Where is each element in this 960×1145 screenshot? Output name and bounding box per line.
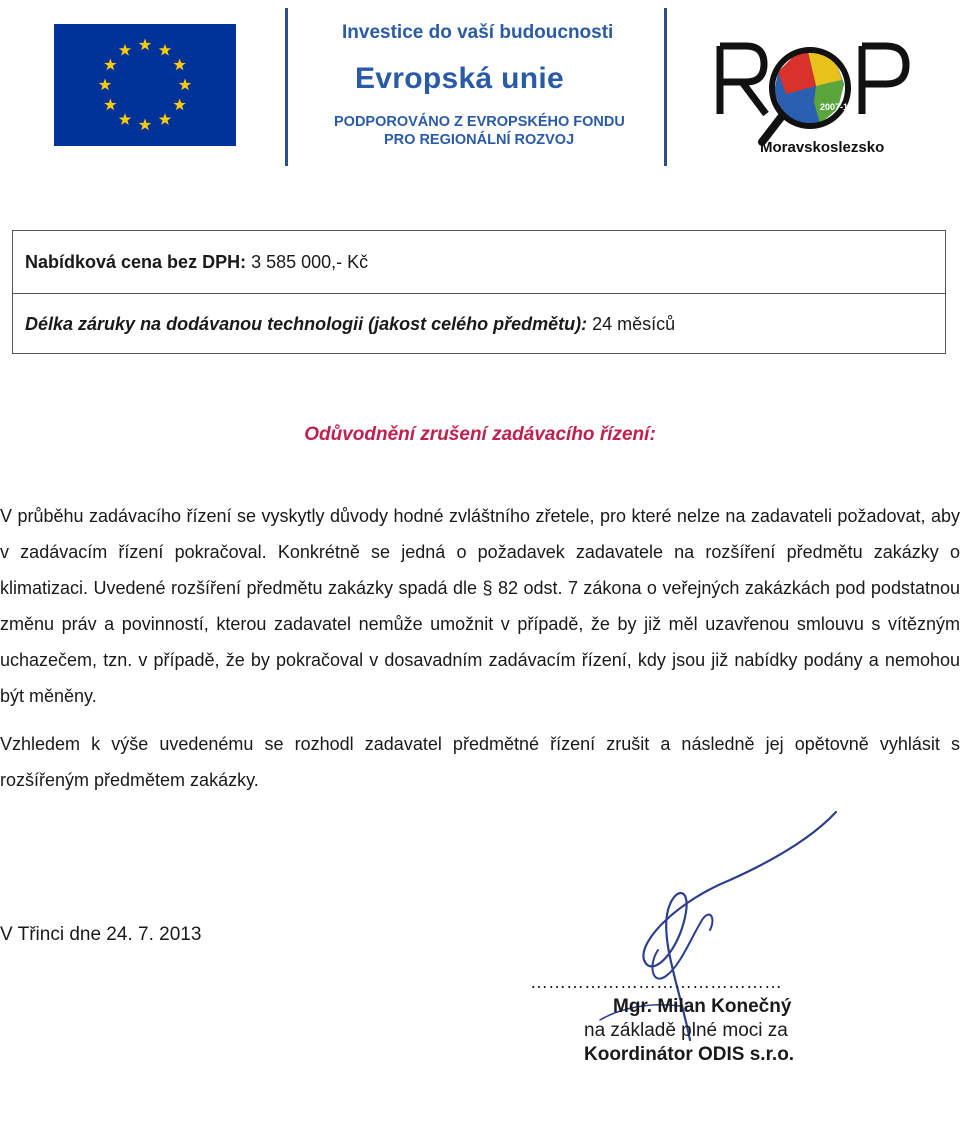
place-date: V Třinci dne 24. 7. 2013 — [0, 924, 202, 945]
eu-flag-logo — [54, 24, 236, 146]
rop-region-text: Moravskoslezsko — [760, 139, 885, 156]
decision-paragraph: Vzhledem k výše uvedenému se rozhodl zadavatel předmětné řízení zrušit a následně jej opětovně vyhlásit s rozšířeným předmětem zakázky. — [0, 734, 960, 790]
eu-fund-line-1: PODPOROVÁNO Z EVROPSKÉHO FONDU — [334, 114, 625, 130]
eu-fund-line-2: PRO REGIONÁLNÍ ROZVOJ — [384, 132, 575, 148]
eu-name-text: Evropská unie — [355, 62, 564, 95]
price-row — [13, 231, 945, 294]
signer-name: Mgr. Milan Konečný — [613, 996, 792, 1017]
warranty-label: Délka záruky na dodávanou technologii (jakost celého předmětu): — [25, 314, 588, 334]
signer-company: Koordinátor ODIS s.r.o. — [584, 1044, 795, 1065]
price-label: Nabídková cena bez DPH: — [25, 252, 247, 272]
justification-paragraph: V průběhu zadávacího řízení se vyskytly důvody hodné zvláštního zřetele, pro které nelze na zadavateli požadovat, aby v zadávacím řízení pokračoval. Konkrétně se jedná o požadavek zadavatele na rozšíření předmětu zakázky o klimatizaci. Uvedené rozšíření předmětu zakázky spadá dle § 82 odst. 7 zákona o veřejných zakázkách pod podstatnou změnu práv a povinností, kterou zadavatel nemůže umožnit v případě, že by již měl uzavřenou smlouvu s vítězným uchazečem, tzn. v případě, že by pokračoval v dosavadním zadávacím řízení, kdy jsou již nabídky podány a nemohou být měněny. — [0, 506, 960, 706]
rop-logo — [716, 32, 916, 156]
price-value: 3 585 000,- Kč — [251, 252, 369, 272]
signature-line: …………………………………… — [530, 972, 782, 992]
header-divider-left — [285, 8, 288, 166]
header-divider-right — [664, 8, 667, 166]
price-table — [12, 230, 946, 354]
cancellation-heading: Odůvodnění zrušení zadávacího řízení: — [304, 424, 656, 445]
rop-map-emblem — [762, 50, 848, 142]
warranty-value: 24 měsíců — [592, 314, 676, 334]
rop-years-text: 2007-13 — [820, 102, 854, 112]
rop-letter-r — [720, 46, 766, 114]
warranty-row — [13, 293, 945, 355]
eu-investice-text: Investice do vaší budoucnosti — [342, 22, 614, 43]
signer-role: na základě plné moci za — [584, 1020, 788, 1041]
